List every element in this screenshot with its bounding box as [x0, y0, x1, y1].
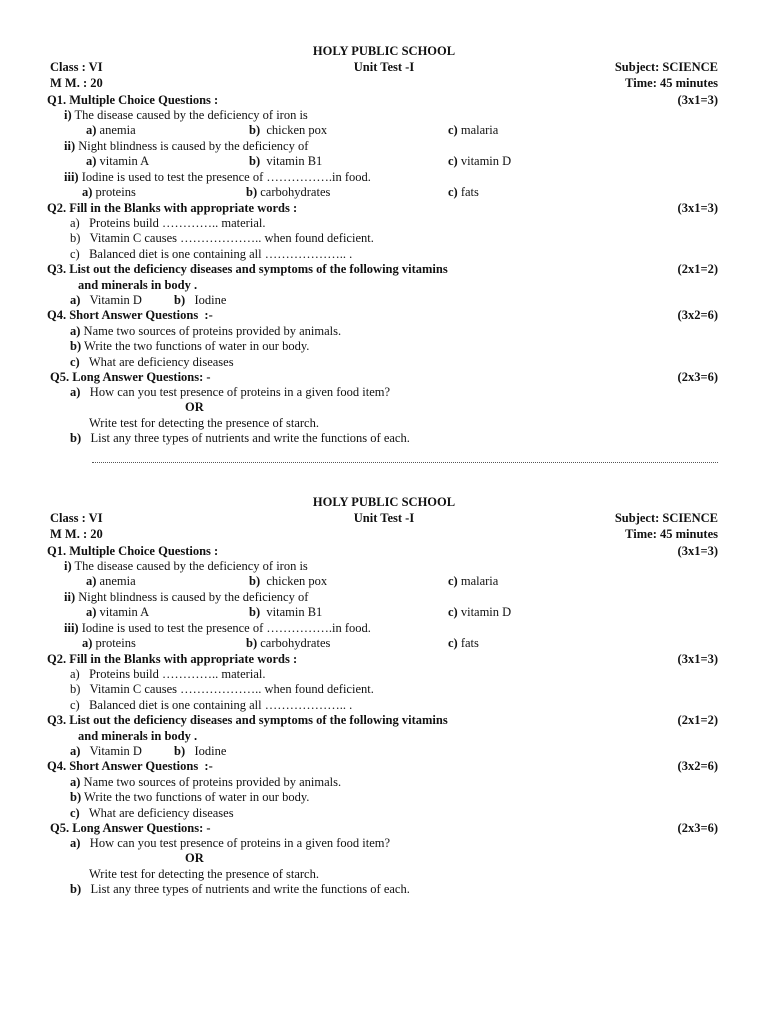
item-text: Proteins build ………….. material.: [89, 667, 266, 681]
q5-marks: (2x3=6): [677, 821, 718, 835]
q4-item-a: [70, 324, 341, 339]
item-text: Vitamin D: [89, 744, 142, 758]
item-text: Iodine: [194, 744, 227, 758]
item-text: Vitamin C causes ……………….. when found deficient.: [89, 231, 374, 245]
q3-title: Q3. List out the deficiency diseases and symptoms of the following vitamins: [47, 713, 448, 727]
time-allowed: Time: 45 minutes: [625, 527, 718, 541]
option-key: a): [86, 574, 97, 588]
item-text: How can you test presence of proteins in a given food item?: [89, 385, 391, 399]
option-key: c): [448, 185, 458, 199]
q1-item-3-option-b: [246, 636, 330, 651]
item-number: iii): [64, 621, 79, 635]
q5-item-a-alternative: Write test for detecting the presence of starch.: [89, 416, 319, 430]
option-text: vitamin D: [460, 605, 512, 619]
q1-item-2: [64, 590, 308, 605]
item-key: a): [70, 324, 81, 338]
or-label: OR: [185, 851, 204, 865]
school-name: HOLY PUBLIC SCHOOL: [312, 495, 456, 509]
q1-marks: (3x1=3): [677, 93, 718, 107]
option-text: carbohydrates: [260, 636, 331, 650]
option-key: a): [86, 123, 97, 137]
item-text: The disease caused by the deficiency of iron is: [74, 108, 308, 122]
q1-item-2-option-b: [249, 154, 322, 169]
item-key: b): [174, 744, 186, 758]
q4-marks: (3x2=6): [677, 759, 718, 773]
item-text: Write the two functions of water in our body.: [84, 790, 310, 804]
max-marks: M M. : 20: [50, 527, 103, 541]
q4-item-c: [70, 806, 234, 821]
item-text: What are deficiency diseases: [88, 806, 234, 820]
q3-item-b: [174, 744, 226, 759]
option-key: c): [448, 123, 458, 137]
q1-item-3-option-a: [82, 185, 136, 200]
q2-item-c: [70, 698, 352, 713]
q1-item-2-option-a: [86, 154, 149, 169]
q1-item-1-option-a: [86, 574, 136, 589]
item-text: Write the two functions of water in our body.: [84, 339, 310, 353]
q4-title: Q4. Short Answer Questions :-: [47, 308, 213, 322]
option-text: malaria: [460, 574, 499, 588]
q5-item-b: [70, 431, 410, 446]
q1-item-2: [64, 139, 308, 154]
subject-label: Subject: SCIENCE: [614, 60, 718, 74]
q1-item-2-option-c: [448, 154, 511, 169]
q4-item-b: [70, 339, 309, 354]
subject-label: Subject: SCIENCE: [614, 511, 718, 525]
item-key: a): [70, 744, 81, 758]
item-number: i): [64, 108, 72, 122]
q3-item-a: [70, 744, 142, 759]
q1-title: Q1. Multiple Choice Questions :: [47, 93, 219, 107]
item-key: b): [70, 231, 81, 245]
item-text: Night blindness is caused by the deficiency of: [78, 590, 309, 604]
q2-title: Q2. Fill in the Blanks with appropriate words :: [47, 201, 298, 215]
option-key: a): [82, 185, 93, 199]
q1-item-1: [64, 108, 308, 123]
option-key: c): [448, 574, 458, 588]
item-key: b): [70, 339, 82, 353]
q1-item-1-option-c: [448, 574, 498, 589]
option-key: c): [448, 154, 458, 168]
q3-marks: (2x1=2): [677, 262, 718, 276]
item-text: Iodine: [194, 293, 227, 307]
q1-title: Q1. Multiple Choice Questions :: [47, 544, 219, 558]
option-text: fats: [460, 185, 479, 199]
item-key: b): [174, 293, 186, 307]
item-text: List any three types of nutrients and write the functions of each.: [90, 882, 410, 896]
option-text: fats: [460, 636, 479, 650]
item-key: a): [70, 385, 81, 399]
option-text: carbohydrates: [260, 185, 331, 199]
item-key: b): [70, 431, 82, 445]
q2-item-a: [70, 216, 265, 231]
option-text: vitamin A: [99, 605, 150, 619]
q1-item-3-option-a: [82, 636, 136, 651]
option-key: a): [82, 636, 93, 650]
q1-item-2-option-b: [249, 605, 322, 620]
q1-marks: (3x1=3): [677, 544, 718, 558]
option-text: anemia: [99, 123, 136, 137]
option-text: vitamin D: [460, 154, 512, 168]
q5-item-a-alternative: Write test for detecting the presence of starch.: [89, 867, 319, 881]
item-key: c): [70, 698, 80, 712]
q4-marks: (3x2=6): [677, 308, 718, 322]
q1-item-1-option-c: [448, 123, 498, 138]
q1-item-1-option-a: [86, 123, 136, 138]
q1-item-3-option-b: [246, 185, 330, 200]
q2-title: Q2. Fill in the Blanks with appropriate words :: [47, 652, 298, 666]
q1-item-1: [64, 559, 308, 574]
or-label: OR: [185, 400, 204, 414]
q1-item-3: [64, 170, 371, 185]
item-key: a): [70, 667, 80, 681]
option-key: a): [86, 154, 97, 168]
item-text: How can you test presence of proteins in a given food item?: [89, 836, 391, 850]
max-marks: M M. : 20: [50, 76, 103, 90]
q3-title-continued: and minerals in body .: [78, 729, 198, 743]
item-key: a): [70, 775, 81, 789]
q2-item-a: [70, 667, 265, 682]
q5-title: Q5. Long Answer Questions: -: [50, 821, 211, 835]
item-text: Vitamin D: [89, 293, 142, 307]
q1-item-1-option-b: [249, 574, 327, 589]
test-name: Unit Test -I: [353, 60, 415, 74]
item-number: ii): [64, 590, 76, 604]
item-text: What are deficiency diseases: [88, 355, 234, 369]
q2-item-c: [70, 247, 352, 262]
time-allowed: Time: 45 minutes: [625, 76, 718, 90]
item-key: b): [70, 790, 82, 804]
option-text: proteins: [95, 636, 136, 650]
q5-item-a: [70, 385, 390, 400]
q3-marks: (2x1=2): [677, 713, 718, 727]
item-key: b): [70, 682, 81, 696]
item-key: c): [70, 806, 80, 820]
option-key: b): [249, 574, 261, 588]
q4-item-c: [70, 355, 234, 370]
option-key: c): [448, 605, 458, 619]
test-name: Unit Test -I: [353, 511, 415, 525]
item-number: iii): [64, 170, 79, 184]
item-key: a): [70, 836, 81, 850]
option-key: c): [448, 636, 458, 650]
option-key: b): [249, 605, 261, 619]
q3-title-continued: and minerals in body .: [78, 278, 198, 292]
item-text: Proteins build ………….. material.: [89, 216, 266, 230]
option-key: b): [249, 123, 261, 137]
q4-item-a: [70, 775, 341, 790]
item-text: Iodine is used to test the presence of …………….in food.: [81, 621, 371, 635]
q1-item-2-option-c: [448, 605, 511, 620]
option-text: vitamin A: [99, 154, 150, 168]
option-key: b): [249, 154, 261, 168]
option-text: proteins: [95, 185, 136, 199]
q2-item-b: [70, 231, 374, 246]
item-text: Balanced diet is one containing all ……………….. .: [89, 698, 353, 712]
item-key: a): [70, 216, 80, 230]
q2-marks: (3x1=3): [677, 201, 718, 215]
item-text: Iodine is used to test the presence of …………….in food.: [81, 170, 371, 184]
item-number: ii): [64, 139, 76, 153]
q5-marks: (2x3=6): [677, 370, 718, 384]
item-number: i): [64, 559, 72, 573]
item-text: Vitamin C causes ……………….. when found deficient.: [89, 682, 374, 696]
item-key: c): [70, 355, 80, 369]
item-text: The disease caused by the deficiency of iron is: [74, 559, 308, 573]
option-text: malaria: [460, 123, 499, 137]
option-text: chicken pox: [266, 574, 328, 588]
q2-item-b: [70, 682, 374, 697]
cut-line-divider: [92, 462, 718, 463]
item-key: c): [70, 247, 80, 261]
q1-item-1-option-b: [249, 123, 327, 138]
option-key: b): [246, 185, 258, 199]
q5-title: Q5. Long Answer Questions: -: [50, 370, 211, 384]
item-text: Name two sources of proteins provided by animals.: [83, 324, 342, 338]
q3-title: Q3. List out the deficiency diseases and symptoms of the following vitamins: [47, 262, 448, 276]
item-text: Night blindness is caused by the deficiency of: [78, 139, 309, 153]
q1-item-3-option-c: [448, 636, 479, 651]
q3-item-a: [70, 293, 142, 308]
option-text: vitamin B1: [266, 605, 323, 619]
school-name: HOLY PUBLIC SCHOOL: [312, 44, 456, 58]
option-text: vitamin B1: [266, 154, 323, 168]
class-label: Class : VI: [50, 511, 103, 525]
class-label: Class : VI: [50, 60, 103, 74]
item-key: a): [70, 293, 81, 307]
item-text: Balanced diet is one containing all ……………….. .: [89, 247, 353, 261]
option-text: anemia: [99, 574, 136, 588]
q1-item-3-option-c: [448, 185, 479, 200]
q1-item-2-option-a: [86, 605, 149, 620]
q4-title: Q4. Short Answer Questions :-: [47, 759, 213, 773]
q5-item-b: [70, 882, 410, 897]
option-key: a): [86, 605, 97, 619]
q1-item-3: [64, 621, 371, 636]
item-text: List any three types of nutrients and write the functions of each.: [90, 431, 410, 445]
q2-marks: (3x1=3): [677, 652, 718, 666]
item-text: Name two sources of proteins provided by animals.: [83, 775, 342, 789]
option-key: b): [246, 636, 258, 650]
q3-item-b: [174, 293, 226, 308]
option-text: chicken pox: [266, 123, 328, 137]
item-key: b): [70, 882, 82, 896]
q4-item-b: [70, 790, 309, 805]
q5-item-a: [70, 836, 390, 851]
